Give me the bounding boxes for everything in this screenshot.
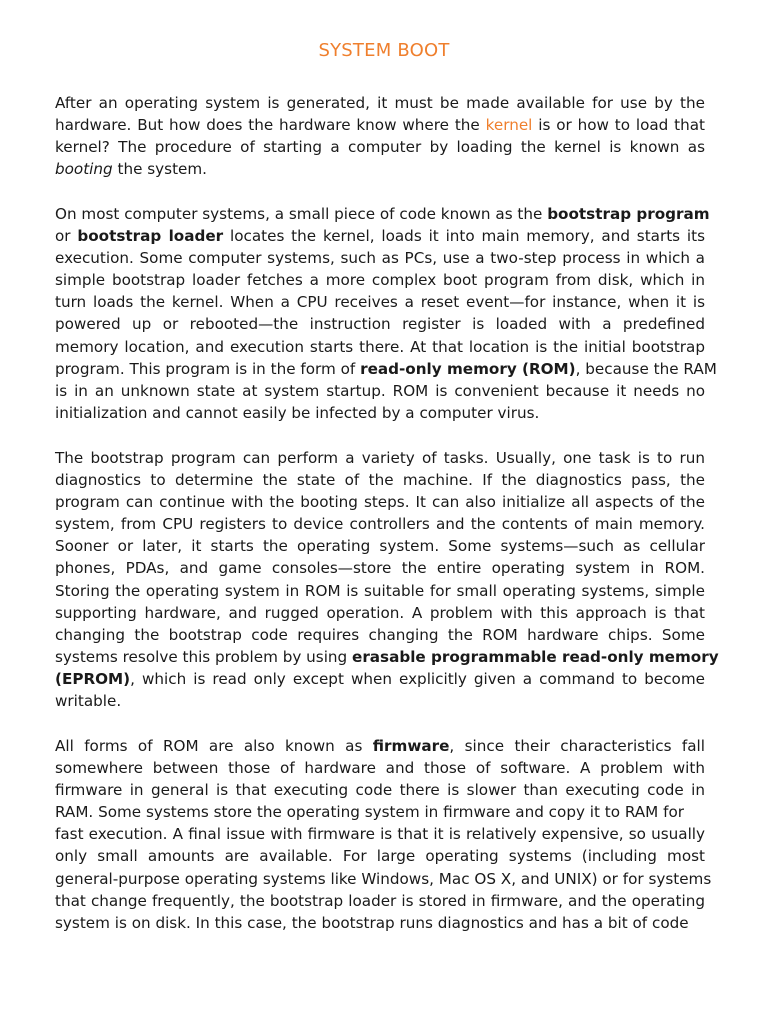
text-line: [55, 92, 705, 114]
text-run: On most computer systems, a small piece of code known as the: [55, 205, 548, 223]
term-firmware: firmware: [372, 737, 450, 755]
text-line: [55, 158, 705, 180]
text-line: [55, 624, 705, 646]
text-line: [55, 602, 705, 624]
text-run: execution. Some computer systems, such as PCs, use a two-step process in which a: [55, 249, 705, 268]
text-line: [55, 380, 705, 402]
paragraph-firmware: [55, 735, 712, 934]
text-run: firmware in general is that executing code there is slower than executing code in: [55, 781, 705, 800]
text-line: [55, 491, 705, 513]
text-run: Sooner or later, it starts the operating system. Some systems—such as cellular: [55, 537, 705, 556]
text-line: [55, 247, 705, 269]
text-run: systems resolve this problem by using: [55, 647, 353, 666]
text-run: writable.: [55, 692, 122, 711]
text-run: that change frequently, the bootstrap loader is stored in firmware, and the operating: [55, 891, 705, 910]
text-line: [55, 779, 705, 801]
text-run: is in an unknown state at system startup. ROM is convenient because it needs no: [55, 381, 705, 400]
text-line: [55, 469, 705, 491]
term-bootstrap-loader: bootstrap loader: [77, 227, 224, 246]
term-rom: read-only memory (ROM): [360, 359, 576, 378]
text-run: simple bootstrap loader fetches a more complex boot program from disk, which in: [55, 271, 705, 290]
text-run: diagnostics to determine the state of the machine. If the diagnostics pass, the: [55, 471, 705, 490]
text-line: [55, 868, 712, 890]
text-run: powered up or rebooted—the instruction register is loaded with a predefined: [55, 315, 705, 334]
text-line: [55, 535, 705, 557]
text-run: initialization and cannot easily be infected by a computer virus.: [55, 403, 540, 422]
emphasis-booting: booting: [55, 160, 113, 179]
text-line: [55, 447, 705, 469]
text-line: [55, 336, 705, 358]
kernel-link[interactable]: kernel: [485, 116, 533, 135]
text-run: locates the kernel, loads it into main memory, and starts its: [223, 227, 705, 246]
text-line: [55, 845, 705, 867]
text-line: [55, 580, 705, 602]
paragraph-tasks: [55, 447, 719, 712]
text-line: [55, 557, 705, 579]
text-run: After an operating system is generated, it must be made available for use by the: [55, 94, 705, 112]
text-run: , since their characteristics fall: [449, 737, 705, 755]
term-eprom-abbr: (EPROM): [55, 669, 131, 688]
text-run: changing the bootstrap code requires changing the ROM hardware chips. Some: [55, 625, 705, 644]
text-line: [55, 269, 705, 291]
text-line: [55, 358, 717, 380]
text-run: only small amounts are available. For large operating systems (including most: [55, 847, 705, 866]
text-line: [55, 690, 705, 712]
text-line: [55, 912, 705, 934]
text-run: general-purpose operating systems like Windows, Mac OS X, and UNIX) or for systems: [55, 869, 712, 888]
text-line: [55, 801, 705, 823]
text-run: kernel? The procedure of starting a computer by loading the kernel is known as: [55, 138, 705, 157]
text-run: fast execution. A final issue with firmware is that it is relatively expensive, so usually: [55, 825, 705, 844]
text-run: the system.: [112, 160, 207, 179]
text-run: supporting hardware, and rugged operation. A problem with this approach is that: [55, 603, 705, 622]
text-run: hardware. But how does the hardware know where the: [55, 116, 486, 135]
text-line: [55, 668, 705, 690]
text-line: [55, 402, 705, 424]
text-run: , which is read only except when explicitly given a command to become: [130, 669, 705, 688]
text-run: program can continue with the booting steps. It can also initialize all aspects of the: [55, 493, 705, 512]
text-run: The bootstrap program can perform a variety of tasks. Usually, one task is to run: [55, 449, 705, 467]
text-line: [55, 823, 705, 845]
paragraph-bootstrap: [55, 203, 717, 424]
text-run: system is on disk. In this case, the bootstrap runs diagnostics and has a bit of code: [55, 913, 689, 932]
text-run: is or how to load that: [532, 116, 705, 135]
term-eprom: erasable programmable read-only memory: [352, 647, 719, 666]
text-line: [55, 646, 719, 668]
text-run: or: [55, 227, 78, 246]
text-run: system, from CPU registers to device controllers and the contents of main memory.: [55, 515, 705, 534]
text-run: Storing the operating system in ROM is suitable for small operating systems, simple: [55, 581, 705, 600]
text-line: [55, 114, 705, 136]
text-run: turn loads the kernel. When a CPU receives a reset event—for instance, when it is: [55, 293, 705, 312]
text-line: [55, 225, 705, 247]
text-run: All forms of ROM are also known as: [55, 737, 373, 755]
term-bootstrap-program: bootstrap program: [547, 205, 710, 223]
text-line: [55, 313, 705, 335]
text-line: [55, 735, 705, 757]
page-title: SYSTEM BOOT: [318, 40, 450, 61]
text-line: [55, 513, 705, 535]
text-line: [55, 136, 705, 158]
text-run: somewhere between those of hardware and those of software. A problem with: [55, 759, 705, 778]
text-run: program. This program is in the form of: [55, 359, 361, 378]
text-run: memory location, and execution starts there. At that location is the initial bootstrap: [55, 337, 705, 356]
paragraph-intro: [55, 92, 705, 180]
text-line: [55, 291, 705, 313]
text-run: RAM. Some systems store the operating system in firmware and copy it to RAM for: [55, 803, 684, 822]
text-run: , because the RAM: [575, 359, 717, 378]
text-line: [55, 757, 705, 779]
text-line: [55, 890, 705, 912]
text-line: [55, 203, 710, 225]
text-run: phones, PDAs, and game consoles—store the entire operating system in ROM.: [55, 559, 705, 578]
